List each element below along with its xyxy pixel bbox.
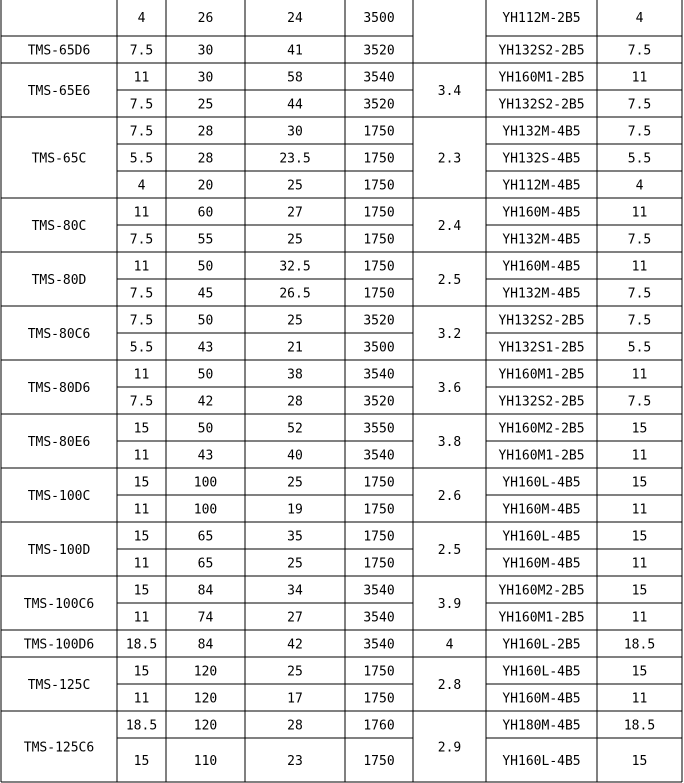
- table-cell: 32.5: [279, 259, 311, 275]
- table-cell: 3500: [363, 340, 395, 356]
- table-cell: 1750: [363, 502, 395, 518]
- table-cell: 1760: [363, 718, 395, 734]
- table-cell: 15: [133, 754, 150, 769]
- table-cell: 19: [287, 502, 303, 518]
- table-cell: TMS-65E6: [27, 84, 91, 99]
- table-cell: 23: [287, 754, 303, 769]
- table-cell: 7.5: [627, 394, 652, 410]
- table-cell: TMS-100C6: [23, 597, 95, 612]
- table-cell: 11: [631, 70, 648, 86]
- table-cell: TMS-100C: [27, 489, 91, 504]
- table-cell: TMS-125C: [27, 678, 91, 693]
- table-cell: TMS-65D6: [27, 43, 91, 59]
- table-cell: 15: [631, 421, 648, 437]
- table-cell: 35: [287, 529, 303, 545]
- table-cell: 11: [133, 556, 150, 572]
- table-cell: 25: [287, 178, 303, 194]
- table-cell: 11: [631, 367, 648, 383]
- table-cell: 1750: [363, 124, 395, 140]
- table-cell: 18.5: [623, 718, 656, 734]
- table-cell: 11: [133, 691, 150, 707]
- table-cell: 3540: [363, 637, 395, 653]
- table-cell: 42: [197, 394, 214, 410]
- table-cell: YH132S2-2B5: [498, 313, 585, 329]
- table-cell: 2.8: [437, 678, 462, 693]
- table-cell: YH160L-4B5: [502, 475, 581, 491]
- table-cell: YH160M1-2B5: [498, 70, 585, 86]
- table-cell: 11: [631, 502, 648, 518]
- table-cell: 18.5: [125, 637, 158, 653]
- table-cell: 15: [133, 583, 150, 599]
- table-cell: 11: [133, 502, 150, 518]
- table-cell: 1750: [363, 664, 395, 680]
- table-cell: 43: [197, 340, 214, 356]
- table-cell: 100: [193, 502, 218, 518]
- table-cell: 11: [631, 205, 648, 221]
- table-cell: 4: [137, 11, 146, 26]
- table-cell: 11: [631, 556, 648, 572]
- table-cell: YH160M2-2B5: [498, 583, 585, 599]
- table-cell: 1750: [363, 475, 395, 491]
- table-cell: 3500: [363, 11, 395, 26]
- table-cell: 4: [635, 178, 644, 194]
- table-cell: 74: [197, 610, 214, 626]
- table-cell: 120: [193, 664, 218, 680]
- table-cell: 40: [287, 448, 303, 464]
- table-cell: TMS-125C6: [23, 740, 95, 756]
- table-cell: TMS-80D6: [27, 381, 91, 396]
- table-cell: 11: [133, 70, 150, 86]
- table-cell: TMS-80C6: [27, 327, 91, 342]
- table-cell: 30: [287, 124, 303, 140]
- table-cell: 24: [287, 11, 303, 26]
- table-cell: 7.5: [129, 313, 154, 329]
- table-cell: TMS-100D6: [23, 637, 95, 653]
- table-cell: YH132S2-2B5: [498, 97, 585, 113]
- table-cell: 3520: [363, 97, 395, 113]
- table-cell: 60: [197, 205, 214, 221]
- table-cell: 27: [287, 205, 303, 221]
- table-cell: 2.6: [437, 489, 462, 504]
- table-cell: YH160M-4B5: [502, 556, 581, 572]
- table-cell: 18.5: [623, 637, 656, 653]
- table-cell: 11: [133, 259, 150, 275]
- table-cell: 1750: [363, 754, 395, 769]
- table-cell: 7.5: [627, 97, 652, 113]
- table-cell: 11: [133, 610, 150, 626]
- table-cell: YH132S2-2B5: [498, 394, 585, 410]
- table-cell: 1750: [363, 151, 395, 167]
- table-cell: 2.5: [437, 543, 462, 558]
- table-cell: 1750: [363, 691, 395, 707]
- table-cell: 15: [631, 475, 648, 491]
- table-cell: 11: [631, 610, 648, 626]
- table-cell: YH112M-4B5: [502, 178, 581, 194]
- table-cell: 25: [287, 313, 303, 329]
- table-cell: 21: [287, 340, 303, 356]
- table-cell: 5.5: [129, 340, 154, 356]
- table-cell: YH132M-4B5: [502, 124, 581, 140]
- table-cell: 2.4: [437, 219, 462, 234]
- table-cell: YH160M-4B5: [502, 691, 581, 707]
- table-cell: 23.5: [279, 151, 311, 167]
- table-cell: 17: [287, 691, 303, 707]
- table-cell: 65: [197, 556, 214, 572]
- table-cell: TMS-80E6: [27, 435, 91, 450]
- table-cell: 11: [631, 448, 648, 464]
- table-cell: 5.5: [129, 151, 154, 167]
- table-cell: 28: [287, 394, 303, 410]
- table-cell: 7.5: [627, 286, 652, 302]
- table-cell: 1750: [363, 286, 395, 302]
- table-cell: 25: [287, 475, 303, 491]
- table-cell: 20: [197, 178, 214, 194]
- table-cell: 3.9: [437, 597, 462, 612]
- table-cell: 3.4: [437, 84, 462, 99]
- table-cell: 7.5: [129, 232, 154, 248]
- table-cell: 3540: [363, 448, 395, 464]
- table-cell: 110: [193, 754, 218, 769]
- table-cell: 11: [631, 259, 648, 275]
- table-cell: 7.5: [627, 43, 652, 59]
- table-cell: TMS-100D: [27, 543, 91, 558]
- table-cell: 7.5: [129, 124, 154, 140]
- table-cell: 4: [635, 11, 644, 26]
- table-cell: 2.5: [437, 273, 462, 288]
- table-cell: 1750: [363, 205, 395, 221]
- table-cell: 50: [197, 259, 214, 275]
- table-cell: 84: [197, 583, 214, 599]
- table-cell: 41: [287, 43, 303, 59]
- table-cell: 38: [287, 367, 303, 383]
- table-cell: 5.5: [627, 340, 652, 356]
- table-cell: TMS-65C: [31, 151, 87, 167]
- table-cell: 44: [287, 97, 303, 113]
- table-cell: YH160M-4B5: [502, 502, 581, 518]
- table-cell: 84: [197, 637, 214, 653]
- table-cell: 25: [287, 232, 303, 248]
- table-cell: 15: [133, 421, 150, 437]
- table-cell: 3.2: [437, 327, 462, 342]
- table-cell: 3520: [363, 43, 395, 59]
- table-cell: 3540: [363, 70, 395, 86]
- table-cell: 58: [287, 70, 303, 86]
- table-cell: 50: [197, 421, 214, 437]
- table-cell: YH160M2-2B5: [498, 421, 585, 437]
- table-cell: 15: [133, 529, 150, 545]
- table-cell: 11: [133, 448, 150, 464]
- table-cell: 11: [133, 205, 150, 221]
- table-cell: 11: [631, 691, 648, 707]
- table-cell: 18.5: [125, 718, 158, 734]
- table-cell: 28: [197, 124, 214, 140]
- table-cell: 5.5: [627, 151, 652, 167]
- table-cell: 50: [197, 367, 214, 383]
- table-cell: 30: [197, 70, 214, 86]
- table-cell: TMS-80C: [31, 219, 87, 234]
- table-cell: YH132M-4B5: [502, 232, 581, 248]
- table-cell: 3.6: [437, 381, 462, 396]
- table-cell: YH132S2-2B5: [498, 43, 585, 59]
- table-cell: 120: [193, 691, 218, 707]
- table-cell: 55: [197, 232, 214, 248]
- table-cell: 50: [197, 313, 214, 329]
- table-cell: 3520: [363, 394, 395, 410]
- table-cell: 7.5: [129, 43, 154, 59]
- table-cell: YH180M-4B5: [502, 718, 581, 734]
- table-cell: 3550: [363, 421, 395, 437]
- table-cell: 100: [193, 475, 218, 491]
- table-cell: 2.9: [437, 740, 462, 756]
- table-cell: 15: [133, 475, 150, 491]
- table-cell: 3540: [363, 610, 395, 626]
- table-cell: 45: [197, 286, 214, 302]
- table-cell: 7.5: [627, 232, 652, 248]
- table-cell: 11: [133, 367, 150, 383]
- table-cell: 1750: [363, 529, 395, 545]
- table-cell: 27: [287, 610, 303, 626]
- table-cell: YH160L-4B5: [502, 754, 581, 769]
- table-cell: 43: [197, 448, 214, 464]
- table-cell: 15: [631, 583, 648, 599]
- table-cell: 1750: [363, 232, 395, 248]
- table-cell: 15: [631, 529, 648, 545]
- table-cell: 7.5: [627, 124, 652, 140]
- table-cell: YH160M-4B5: [502, 259, 581, 275]
- table-cell: YH160M1-2B5: [498, 367, 585, 383]
- table-cell: 7.5: [627, 313, 652, 329]
- table-cell: 1750: [363, 556, 395, 572]
- table-cell: YH160M-4B5: [502, 205, 581, 221]
- table-cell: 7.5: [129, 97, 154, 113]
- table-cell: 15: [631, 754, 648, 769]
- table-cell: 7.5: [129, 394, 154, 410]
- table-cell: 2.3: [437, 151, 462, 167]
- table-cell: 3540: [363, 583, 395, 599]
- table-cell: 26: [197, 11, 214, 26]
- table-cell: 28: [287, 718, 303, 734]
- table-cell: 34: [287, 583, 303, 599]
- table-cell: YH132M-4B5: [502, 286, 581, 302]
- table-cell: 42: [287, 637, 303, 653]
- table-cell: 7.5: [129, 286, 154, 302]
- table-cell: 1750: [363, 178, 395, 194]
- table-cell: YH160L-4B5: [502, 664, 581, 680]
- table-cell: 28: [197, 151, 214, 167]
- table-cell: 26.5: [279, 286, 311, 302]
- table-cell: 4: [445, 637, 454, 653]
- table-cell: YH112M-2B5: [502, 11, 581, 26]
- table-cell: 15: [133, 664, 150, 680]
- table-cell: YH160M1-2B5: [498, 610, 585, 626]
- table-cell: 3.8: [437, 435, 462, 450]
- table-cell: YH160M1-2B5: [498, 448, 585, 464]
- table-cell: 65: [197, 529, 214, 545]
- table-cell: 25: [287, 556, 303, 572]
- table-cell: 3520: [363, 313, 395, 329]
- table-cell: 52: [287, 421, 303, 437]
- table-cell: YH160L-2B5: [502, 637, 581, 653]
- table-cell: 25: [287, 664, 303, 680]
- table-cell: YH132S-4B5: [502, 151, 581, 167]
- table-cell: TMS-80D: [31, 273, 87, 288]
- table-cell: 30: [197, 43, 214, 59]
- table-cell: 15: [631, 664, 648, 680]
- table-cell: 4: [137, 178, 146, 194]
- table-cell: 1750: [363, 259, 395, 275]
- table-cell: YH132S1-2B5: [498, 340, 585, 356]
- table-cell: 3540: [363, 367, 395, 383]
- table-cell: 25: [197, 97, 214, 113]
- table-cell: 120: [193, 718, 218, 734]
- table-cell: YH160L-4B5: [502, 529, 581, 545]
- table-cells: [24, 11, 655, 769]
